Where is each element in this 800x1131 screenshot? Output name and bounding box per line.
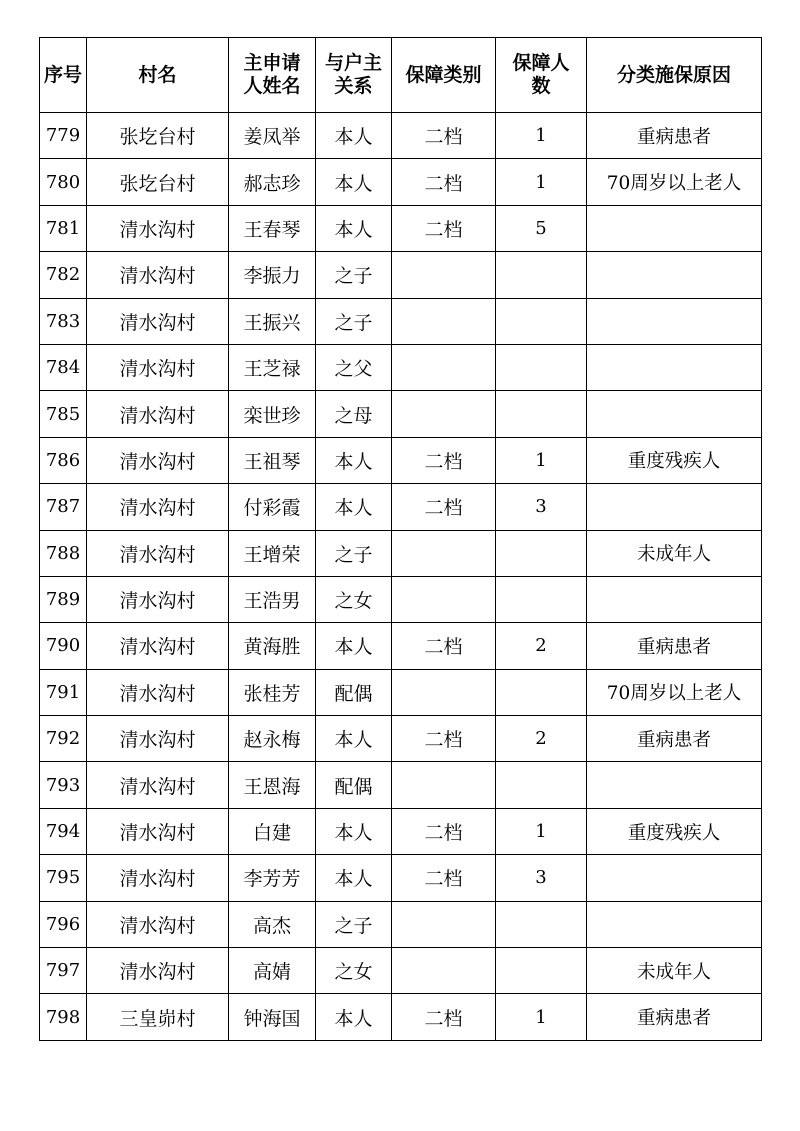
- cell-classification-reason: 重病患者: [587, 716, 762, 762]
- cell-serial-number: 792: [40, 716, 87, 762]
- cell-assistance-category: [392, 344, 496, 390]
- cell-assistance-category: [392, 901, 496, 947]
- cell-classification-reason: [587, 298, 762, 344]
- cell-village-name: 张圪台村: [87, 159, 229, 205]
- cell-serial-number: 783: [40, 298, 87, 344]
- cell-relation: 之子: [316, 901, 392, 947]
- cell-relation: 本人: [316, 113, 392, 159]
- cell-classification-reason: [587, 855, 762, 901]
- cell-village-name: 清水沟村: [87, 344, 229, 390]
- cell-relation: 本人: [316, 159, 392, 205]
- cell-village-name: 清水沟村: [87, 530, 229, 576]
- cell-village-name: 清水沟村: [87, 669, 229, 715]
- cell-applicant-name: 白建: [229, 808, 316, 854]
- assistance-roster-table: [39, 37, 762, 1041]
- cell-village-name: 清水沟村: [87, 437, 229, 483]
- cell-classification-reason: 70周岁以上老人: [587, 159, 762, 205]
- header-applicant-name-line-1: 主申请: [243, 52, 301, 74]
- cell-classification-reason: 重病患者: [587, 623, 762, 669]
- cell-covered-persons: [496, 530, 587, 576]
- header-serial-number: 序号: [40, 38, 87, 113]
- cell-village-name: 清水沟村: [87, 391, 229, 437]
- cell-classification-reason: 重病患者: [587, 113, 762, 159]
- cell-applicant-name: 王芝禄: [229, 344, 316, 390]
- cell-village-name: 清水沟村: [87, 484, 229, 530]
- cell-relation: 本人: [316, 437, 392, 483]
- header-relation-line-1: 与户主: [324, 52, 382, 74]
- cell-relation: 之女: [316, 948, 392, 994]
- cell-applicant-name: 钟海国: [229, 994, 316, 1040]
- cell-applicant-name: 李芳芳: [229, 855, 316, 901]
- cell-assistance-category: [392, 530, 496, 576]
- cell-village-name: 清水沟村: [87, 948, 229, 994]
- cell-classification-reason: [587, 205, 762, 251]
- table-row: [40, 716, 762, 762]
- cell-classification-reason: [587, 762, 762, 808]
- cell-serial-number: 791: [40, 669, 87, 715]
- cell-covered-persons: [496, 901, 587, 947]
- cell-covered-persons: 1: [496, 437, 587, 483]
- cell-classification-reason: [587, 484, 762, 530]
- cell-covered-persons: 1: [496, 113, 587, 159]
- cell-relation: 本人: [316, 994, 392, 1040]
- table-row: [40, 205, 762, 251]
- table-row: [40, 669, 762, 715]
- table-body: [40, 113, 762, 1041]
- cell-village-name: 清水沟村: [87, 298, 229, 344]
- cell-covered-persons: 2: [496, 623, 587, 669]
- cell-covered-persons: [496, 298, 587, 344]
- cell-classification-reason: 未成年人: [587, 530, 762, 576]
- cell-village-name: 清水沟村: [87, 808, 229, 854]
- table-row: [40, 762, 762, 808]
- cell-relation: 本人: [316, 623, 392, 669]
- cell-village-name: 清水沟村: [87, 576, 229, 622]
- cell-assistance-category: [392, 252, 496, 298]
- cell-village-name: 清水沟村: [87, 901, 229, 947]
- cell-covered-persons: [496, 948, 587, 994]
- cell-assistance-category: [392, 948, 496, 994]
- cell-classification-reason: [587, 391, 762, 437]
- cell-covered-persons: [496, 576, 587, 622]
- cell-serial-number: 780: [40, 159, 87, 205]
- cell-assistance-category: 二档: [392, 159, 496, 205]
- cell-serial-number: 785: [40, 391, 87, 437]
- cell-covered-persons: 5: [496, 205, 587, 251]
- cell-applicant-name: 李振力: [229, 252, 316, 298]
- cell-applicant-name: 栾世珍: [229, 391, 316, 437]
- header-covered-persons-line-2: 数: [531, 75, 551, 97]
- header-village-name: 村名: [87, 38, 229, 113]
- cell-serial-number: 781: [40, 205, 87, 251]
- cell-applicant-name: 王恩海: [229, 762, 316, 808]
- cell-applicant-name: 郝志珍: [229, 159, 316, 205]
- cell-covered-persons: [496, 669, 587, 715]
- cell-relation: 本人: [316, 808, 392, 854]
- header-relation-line-2: 关系: [334, 75, 373, 97]
- cell-covered-persons: 1: [496, 808, 587, 854]
- cell-classification-reason: 重度残疾人: [587, 808, 762, 854]
- cell-covered-persons: 1: [496, 159, 587, 205]
- cell-covered-persons: 3: [496, 484, 587, 530]
- cell-applicant-name: 姜凤举: [229, 113, 316, 159]
- table-row: [40, 484, 762, 530]
- table-header: [40, 38, 762, 113]
- cell-village-name: 三皇峁村: [87, 994, 229, 1040]
- cell-relation: 之父: [316, 344, 392, 390]
- table-row: [40, 391, 762, 437]
- table-row: [40, 530, 762, 576]
- cell-relation: 本人: [316, 205, 392, 251]
- cell-village-name: 清水沟村: [87, 252, 229, 298]
- cell-assistance-category: 二档: [392, 484, 496, 530]
- cell-village-name: 清水沟村: [87, 716, 229, 762]
- cell-serial-number: 798: [40, 994, 87, 1040]
- cell-covered-persons: [496, 391, 587, 437]
- header-row: [40, 38, 762, 113]
- cell-relation: 之子: [316, 530, 392, 576]
- cell-applicant-name: 黄海胜: [229, 623, 316, 669]
- table-row: [40, 437, 762, 483]
- cell-assistance-category: 二档: [392, 205, 496, 251]
- cell-assistance-category: [392, 669, 496, 715]
- cell-applicant-name: 王振兴: [229, 298, 316, 344]
- cell-classification-reason: 70周岁以上老人: [587, 669, 762, 715]
- cell-serial-number: 779: [40, 113, 87, 159]
- cell-applicant-name: 王春琴: [229, 205, 316, 251]
- table-row: [40, 159, 762, 205]
- cell-serial-number: 795: [40, 855, 87, 901]
- cell-serial-number: 796: [40, 901, 87, 947]
- cell-serial-number: 788: [40, 530, 87, 576]
- cell-covered-persons: 2: [496, 716, 587, 762]
- cell-assistance-category: 二档: [392, 808, 496, 854]
- cell-serial-number: 790: [40, 623, 87, 669]
- table-row: [40, 298, 762, 344]
- cell-covered-persons: 1: [496, 994, 587, 1040]
- cell-covered-persons: [496, 252, 587, 298]
- cell-classification-reason: 未成年人: [587, 948, 762, 994]
- cell-relation: 之子: [316, 298, 392, 344]
- header-classification-reason: 分类施保原因: [587, 38, 762, 113]
- cell-covered-persons: [496, 762, 587, 808]
- cell-serial-number: 782: [40, 252, 87, 298]
- header-relation-to-householder: [316, 38, 392, 113]
- cell-assistance-category: 二档: [392, 113, 496, 159]
- cell-village-name: 张圪台村: [87, 113, 229, 159]
- table-row: [40, 623, 762, 669]
- cell-assistance-category: [392, 576, 496, 622]
- cell-assistance-category: [392, 762, 496, 808]
- cell-applicant-name: 高婧: [229, 948, 316, 994]
- cell-assistance-category: [392, 391, 496, 437]
- cell-serial-number: 784: [40, 344, 87, 390]
- cell-serial-number: 787: [40, 484, 87, 530]
- cell-classification-reason: [587, 901, 762, 947]
- cell-covered-persons: [496, 344, 587, 390]
- cell-relation: 配偶: [316, 669, 392, 715]
- cell-applicant-name: 高杰: [229, 901, 316, 947]
- table-row: [40, 344, 762, 390]
- header-covered-persons: [496, 38, 587, 113]
- table-row: [40, 855, 762, 901]
- cell-serial-number: 797: [40, 948, 87, 994]
- cell-assistance-category: 二档: [392, 716, 496, 762]
- cell-assistance-category: 二档: [392, 994, 496, 1040]
- cell-relation: 本人: [316, 716, 392, 762]
- header-assistance-category: 保障类别: [392, 38, 496, 113]
- cell-applicant-name: 王祖琴: [229, 437, 316, 483]
- table-row: [40, 808, 762, 854]
- cell-applicant-name: 赵永梅: [229, 716, 316, 762]
- table-row: [40, 113, 762, 159]
- cell-relation: 配偶: [316, 762, 392, 808]
- cell-relation: 之母: [316, 391, 392, 437]
- header-applicant-name-line-2: 人姓名: [243, 75, 301, 97]
- cell-assistance-category: [392, 298, 496, 344]
- cell-village-name: 清水沟村: [87, 205, 229, 251]
- cell-village-name: 清水沟村: [87, 623, 229, 669]
- table-row: [40, 576, 762, 622]
- table-row: [40, 994, 762, 1040]
- header-applicant-name: [229, 38, 316, 113]
- cell-relation: 之子: [316, 252, 392, 298]
- table-row: [40, 948, 762, 994]
- cell-applicant-name: 付彩霞: [229, 484, 316, 530]
- cell-serial-number: 786: [40, 437, 87, 483]
- cell-classification-reason: 重病患者: [587, 994, 762, 1040]
- cell-serial-number: 794: [40, 808, 87, 854]
- cell-serial-number: 789: [40, 576, 87, 622]
- cell-classification-reason: 重度残疾人: [587, 437, 762, 483]
- cell-assistance-category: 二档: [392, 437, 496, 483]
- cell-classification-reason: [587, 344, 762, 390]
- cell-village-name: 清水沟村: [87, 855, 229, 901]
- cell-applicant-name: 王增荣: [229, 530, 316, 576]
- table-row: [40, 901, 762, 947]
- cell-applicant-name: 张桂芳: [229, 669, 316, 715]
- cell-classification-reason: [587, 252, 762, 298]
- cell-relation: 本人: [316, 855, 392, 901]
- cell-classification-reason: [587, 576, 762, 622]
- table-row: [40, 252, 762, 298]
- cell-applicant-name: 王浩男: [229, 576, 316, 622]
- cell-relation: 之女: [316, 576, 392, 622]
- header-covered-persons-line-1: 保障人: [512, 52, 570, 74]
- cell-serial-number: 793: [40, 762, 87, 808]
- cell-assistance-category: 二档: [392, 623, 496, 669]
- cell-covered-persons: 3: [496, 855, 587, 901]
- cell-village-name: 清水沟村: [87, 762, 229, 808]
- cell-relation: 本人: [316, 484, 392, 530]
- cell-assistance-category: 二档: [392, 855, 496, 901]
